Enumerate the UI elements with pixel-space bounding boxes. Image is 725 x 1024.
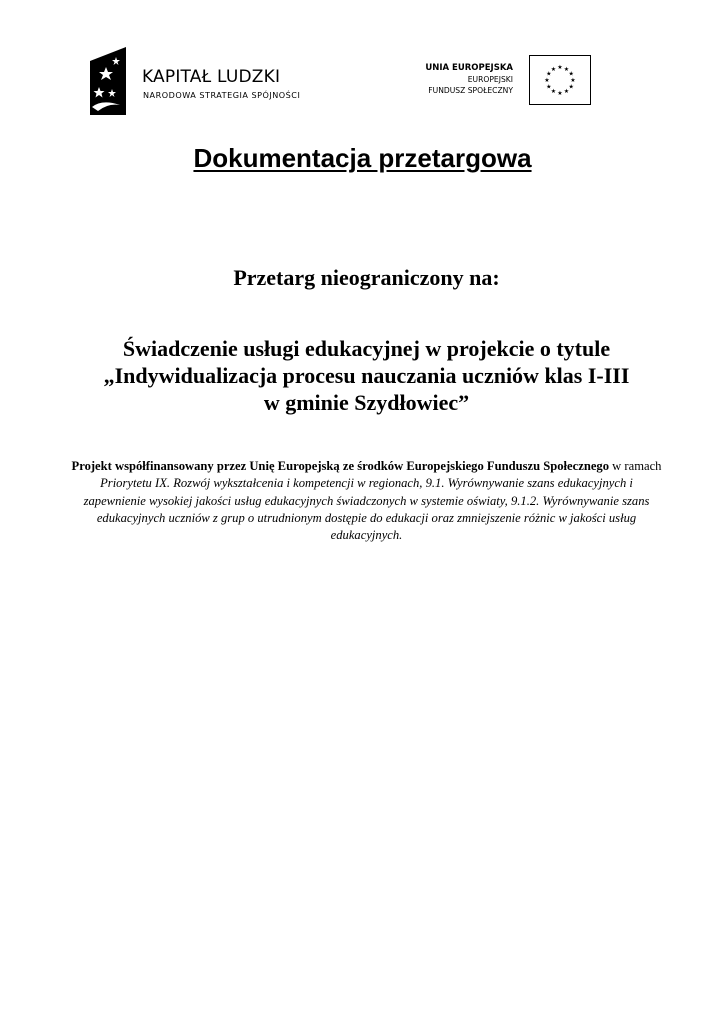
svg-text:★: ★ — [568, 83, 574, 91]
tender-subject — [0, 335, 725, 416]
subject-line: w gminie Szydłowiec” — [263, 390, 470, 415]
svg-text:★: ★ — [568, 70, 574, 78]
svg-text:★: ★ — [563, 65, 570, 73]
svg-text:★: ★ — [570, 77, 576, 84]
eu-line-2: EUROPEJSKI — [467, 75, 513, 84]
eu-logo-text — [425, 63, 513, 96]
kapital-ludzki-emblem-icon — [86, 45, 132, 117]
svg-text:★: ★ — [546, 70, 552, 78]
svg-text:★: ★ — [546, 83, 552, 91]
kapital-ludzki-logo — [86, 45, 326, 120]
svg-text:★: ★ — [550, 88, 557, 96]
funding-bold-text: Projekt współfinansowany przez Unię Europejską ze środków Europejskiego Funduszu Społecznego — [71, 459, 610, 473]
svg-text:★: ★ — [557, 90, 563, 97]
eu-line-1: UNIA EUROPEJSKA — [425, 63, 513, 73]
subject-line: „Indywidualizacja procesu nauczania uczniów klas I-III — [103, 363, 630, 388]
eu-logo — [400, 55, 595, 110]
eu-line-3: FUNDUSZ SPOŁECZNY — [428, 86, 513, 95]
document-title: Dokumentacja przetargowa — [193, 143, 532, 173]
tender-type-heading: Przetarg nieograniczony na: — [233, 265, 500, 290]
svg-text:★: ★ — [557, 64, 563, 71]
kapital-ludzki-title: KAPITAŁ LUDZKI — [142, 67, 281, 87]
eu-flag-icon — [529, 55, 591, 105]
funding-regular-text: w ramach — [609, 459, 662, 473]
kapital-ludzki-subtitle: NARODOWA STRATEGIA SPÓJNOŚCI — [143, 90, 301, 100]
funding-italic-text: Priorytetu IX. Rozwój wykształcenia i kompetencji w regionach, 9.1. Wyrównywanie szans edukacyjnych i zapewnienie wysokiej jakości usług edukacyjnych świadczonych w systemie oświaty, 9.1.2. Wyrównywanie szans edukacyjnych uczniów z grup o utrudnionym dostępie do edukacji oraz zmniejszenie różnic w jakości usług edukacyjnych. — [83, 476, 650, 543]
funding-statement — [70, 458, 663, 544]
svg-text:★: ★ — [550, 65, 557, 73]
subject-line: Świadczenie usługi edukacyjnej w projekcie o tytule — [122, 336, 611, 361]
svg-text:★: ★ — [563, 88, 570, 96]
svg-text:★: ★ — [544, 77, 550, 84]
